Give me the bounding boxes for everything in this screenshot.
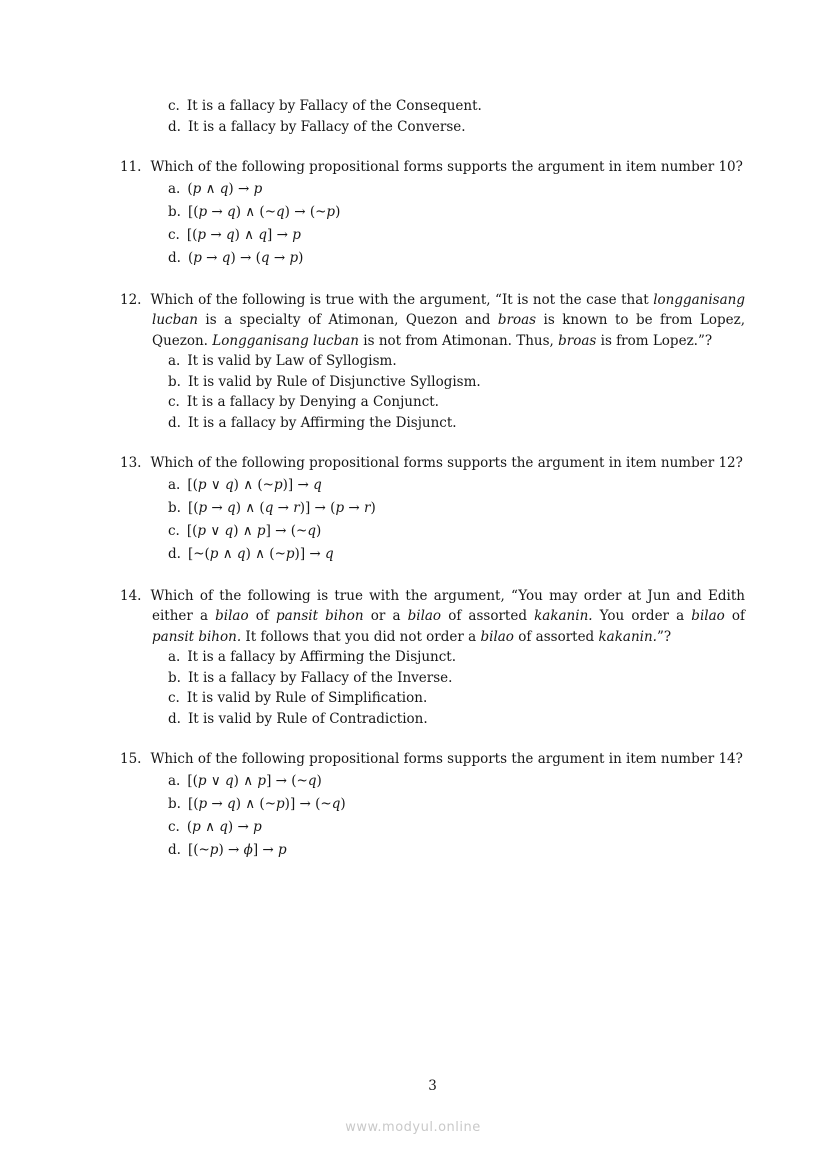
option-row: [120, 497, 745, 520]
option-text: [(p ∨ q) ∧ p] → (~q): [187, 772, 322, 789]
option-row: [120, 201, 745, 224]
option-label: c.: [168, 98, 180, 114]
option-row: [120, 117, 745, 138]
question-prompt: Which of the following is true with the argument, “You may order at Jun and Edith either a bilao of pansit bihon or a bilao of assorted kakanin. You order a bilao of pansit bihon. It follows that you did not order a bilao of assorted kakanin.”?: [150, 587, 746, 645]
page-content: [120, 96, 745, 882]
option-text: [(p ∨ q) ∧ p] → (~q): [186, 522, 322, 539]
option-text: It is a fallacy by Fallacy of the Inverse.: [187, 669, 453, 686]
option-label: a.: [168, 180, 181, 197]
option-label: d.: [168, 414, 181, 431]
option-label: b.: [168, 669, 181, 686]
question-block: [120, 453, 745, 566]
question-block: [120, 290, 745, 434]
watermark-text: www.modyul.online: [345, 1120, 481, 1135]
option-text: It is valid by Rule of Simplification.: [186, 690, 428, 706]
questions: [120, 157, 745, 862]
question-number: 11.: [120, 159, 142, 175]
question-paragraph: [120, 749, 745, 770]
option-text: [~(p ∧ q) ∧ (~p)] → q: [187, 545, 334, 562]
option-label: d.: [168, 841, 181, 858]
option-list: [120, 770, 745, 862]
option-label: c.: [168, 690, 180, 706]
option-text: [(p ∨ q) ∧ (~p)] → q: [187, 476, 322, 493]
option-row: [120, 770, 745, 793]
option-row: [120, 178, 745, 201]
option-label: c.: [168, 818, 180, 835]
option-text: [(p → q) ∧ (~q) → (~p): [187, 203, 341, 220]
option-row: [120, 372, 745, 393]
question-number: 12.: [120, 291, 142, 308]
page-number: 3: [428, 1078, 437, 1094]
option-text: (p ∧ q) → p: [186, 818, 262, 835]
option-row: [120, 224, 745, 247]
option-row: [120, 839, 745, 862]
option-row: [120, 793, 745, 816]
option-label: a.: [168, 772, 181, 789]
option-row: [120, 392, 745, 413]
option-label: a.: [168, 476, 181, 493]
option-row: [120, 96, 745, 117]
option-label: c.: [168, 226, 180, 243]
question-paragraph: [120, 290, 745, 352]
question-number: 13.: [120, 455, 142, 471]
option-label: a.: [168, 649, 181, 665]
option-label: b.: [168, 795, 181, 812]
question-prompt: Which of the following propositional forms supports the argument in item number 14?: [150, 751, 743, 767]
option-text: (p → q) → (q → p): [187, 249, 304, 266]
option-row: [120, 647, 745, 668]
option-label: b.: [168, 373, 181, 390]
option-list: [120, 647, 745, 729]
carryover-options: [120, 96, 745, 137]
option-label: d.: [168, 249, 181, 266]
option-label: b.: [168, 203, 181, 220]
question-prompt: Which of the following propositional forms supports the argument in item number 10?: [150, 159, 743, 175]
option-row: [120, 543, 745, 566]
option-row: [120, 816, 745, 839]
option-text: [(p → q) ∧ (q → r)] → (p → r): [187, 499, 376, 516]
option-text: It is a fallacy by Affirming the Disjunct.: [187, 414, 457, 431]
option-row: [120, 688, 745, 709]
option-label: b.: [168, 499, 181, 516]
option-text: It is valid by Law of Syllogism.: [187, 353, 397, 369]
option-label: d.: [168, 710, 181, 727]
option-label: a.: [168, 353, 181, 369]
option-text: It is a fallacy by Denying a Conjunct.: [186, 394, 439, 410]
question-number: 15.: [120, 751, 142, 767]
option-label: c.: [168, 522, 180, 539]
option-text: It is a fallacy by Fallacy of the Consequent.: [186, 98, 482, 114]
question-number: 14.: [120, 587, 142, 604]
option-text: It is a fallacy by Fallacy of the Converse.: [187, 118, 466, 135]
option-list: [120, 178, 745, 270]
question-block: [120, 586, 745, 730]
option-text: It is a fallacy by Affirming the Disjunct.: [187, 649, 456, 665]
option-row: [120, 247, 745, 270]
question-paragraph: [120, 157, 745, 178]
option-label: d.: [168, 545, 181, 562]
option-text: It is valid by Rule of Contradiction.: [187, 710, 428, 727]
option-text: [(~p) → ϕ] → p: [187, 841, 287, 858]
option-text: [(p → q) ∧ q] → p: [186, 226, 301, 243]
option-row: [120, 351, 745, 372]
option-row: [120, 474, 745, 497]
question-paragraph: [120, 586, 745, 648]
question-prompt: Which of the following is true with the argument, “It is not the case that longganisang lucban is a specialty of Atimonan, Quezon and broas is known to be from Lopez, Quezon. Longganisang lucban is not from Atimonan. Thus, broas is from Lopez.”?: [150, 291, 745, 349]
question-block: [120, 749, 745, 862]
question-prompt: Which of the following propositional forms supports the argument in item number 12?: [150, 455, 743, 471]
option-text: (p ∧ q) → p: [187, 180, 263, 197]
option-row: [120, 413, 745, 434]
question-block: [120, 157, 745, 270]
option-row: [120, 668, 745, 689]
option-row: [120, 520, 745, 543]
option-row: [120, 709, 745, 730]
question-paragraph: [120, 453, 745, 474]
option-list: [120, 474, 745, 566]
option-label: d.: [168, 118, 181, 135]
option-label: c.: [168, 394, 180, 410]
option-text: It is valid by Rule of Disjunctive Syllogism.: [187, 373, 481, 390]
option-list: [120, 351, 745, 433]
option-text: [(p → q) ∧ (~p)] → (~q): [187, 795, 346, 812]
